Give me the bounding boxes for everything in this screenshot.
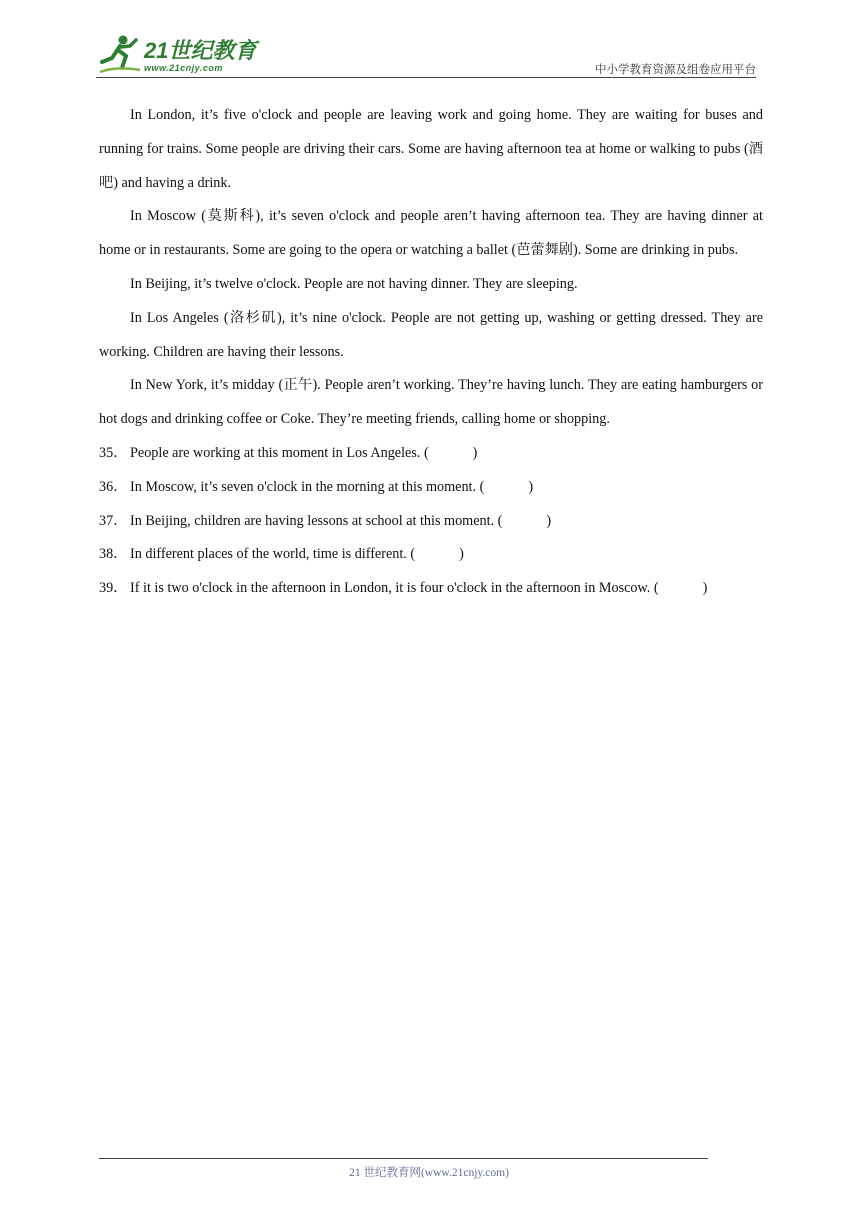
- site-logo: [96, 32, 266, 76]
- runner-icon: [96, 32, 142, 76]
- question-number: 36．: [99, 478, 128, 495]
- passage-paragraph: In Beijing, it’s twelve o'clock. People are not having dinner. They are sleeping.: [130, 275, 578, 292]
- page-header: [96, 32, 756, 80]
- passage-paragraph: In London, it’s five o'clock and people are leaving work and going home. They are waiting for buses and running for trains. Some people are driving their cars. Some are having afternoon tea at home or walking to pubs (酒吧) and having a drink.: [99, 107, 763, 191]
- document-body: [99, 99, 763, 606]
- question-text: If it is two o'clock in the afternoon in London, it is four o'clock in the afternoon in Moscow. (: [130, 580, 659, 597]
- question-close: ): [459, 546, 464, 563]
- question-close: ): [472, 444, 478, 461]
- question-close: ): [528, 478, 534, 495]
- logo-text: 21世纪教育: [144, 38, 257, 63]
- question-number: 37．: [99, 512, 128, 529]
- question-number: 35．: [99, 444, 128, 461]
- question-item: [99, 471, 763, 505]
- header-divider: [96, 77, 756, 78]
- question-close: ): [546, 512, 552, 529]
- passage-paragraph: In Los Angeles (洛杉矶), it’s nine o'clock. People are not getting up, washing or getting dressed. They are working. Children are having their lessons.: [99, 309, 763, 360]
- question-item: [99, 505, 763, 539]
- question-number: 39．: [99, 580, 128, 597]
- question-text: In different places of the world, time is different. (: [130, 546, 416, 563]
- question-text: People are working at this moment in Los Angeles. (: [130, 444, 429, 461]
- passage-paragraph: In New York, it’s midday (正午). People aren’t working. They’re having lunch. They are eating hamburgers or hot dogs and drinking coffee or Coke. They’re meeting friends, calling home or shopping.: [99, 377, 763, 428]
- question-item: [99, 572, 763, 606]
- page-footer: 21 世纪教育网(www.21cnjy.com): [349, 1167, 509, 1179]
- logo-url: www.21cnjy.com: [144, 63, 223, 73]
- platform-name: 中小学教育资源及组卷应用平台: [595, 62, 756, 76]
- footer-divider: [99, 1158, 708, 1159]
- question-text: In Moscow, it’s seven o'clock in the morning at this moment. (: [130, 478, 485, 495]
- question-number: 38．: [99, 546, 128, 563]
- question-item: [99, 437, 763, 471]
- question-item: [99, 538, 763, 572]
- passage-paragraph: In Moscow (莫斯科), it’s seven o'clock and people aren’t having afternoon tea. They are having dinner at home or in restaurants. Some are going to the opera or watching a ballet (芭蕾舞剧). Some are drinking in pubs.: [99, 208, 763, 259]
- question-text: In Beijing, children are having lessons at school at this moment. (: [130, 512, 503, 529]
- question-close: ): [702, 580, 708, 597]
